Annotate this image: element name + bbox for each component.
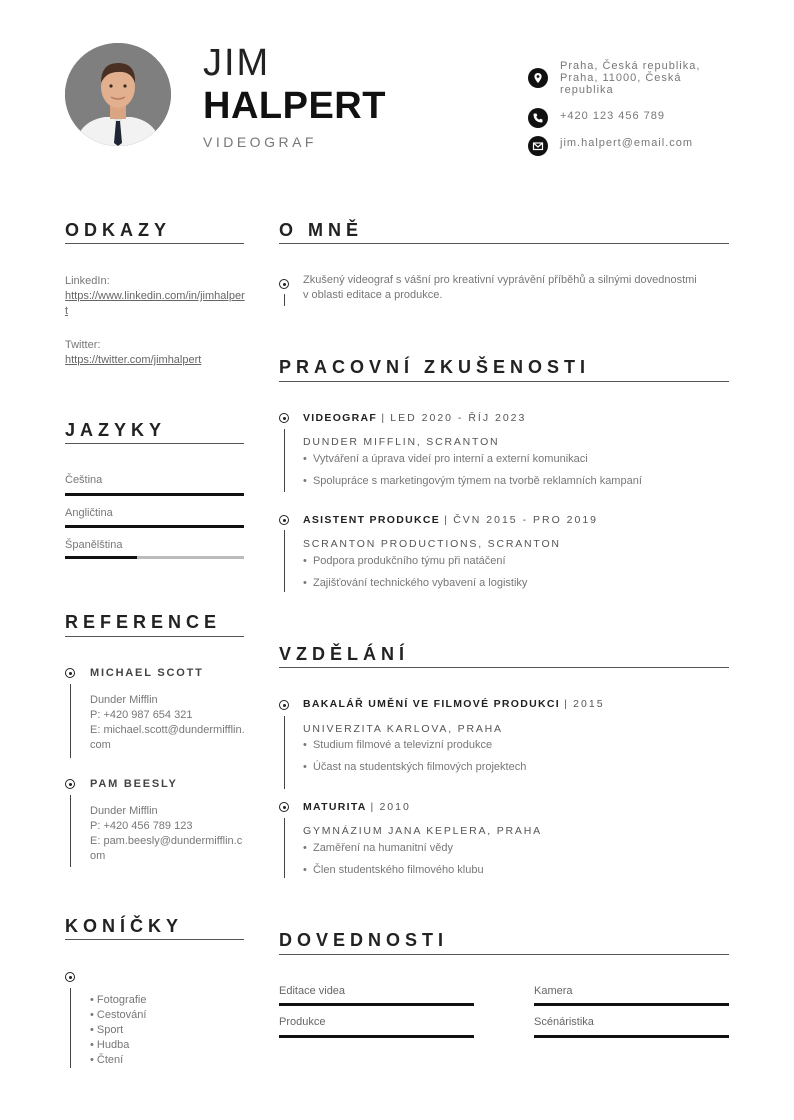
list-item: • Člen studentského filmového klubu — [303, 864, 484, 876]
job-title: VIDEOGRAF — [203, 134, 317, 150]
list-item: • Spolupráce s marketingovým týmem na tvorbě reklamních kampaní — [303, 475, 642, 487]
bullet-text: Účast na studentských filmových projektech — [312, 761, 527, 773]
link-item-twitter — [65, 338, 245, 368]
reference-name: MICHAEL SCOTT — [90, 667, 204, 679]
list-item: • Vytváření a úprava videí pro interní a externí komunikaci — [303, 453, 588, 465]
twitter-link[interactable]: https://twitter.com/jimhalpert — [65, 354, 202, 366]
education-dates: 2010 — [379, 801, 411, 813]
list-item: • Účast na studentských filmových projektech — [303, 761, 527, 773]
reference-company: Dunder Mifflin — [90, 805, 158, 817]
phone-icon — [528, 108, 548, 128]
hobbies-heading: KONÍČKY — [65, 916, 184, 936]
skill-name: Editace videa — [279, 985, 346, 997]
timeline-line — [70, 988, 71, 1068]
separator: | — [381, 412, 387, 424]
circle-bullet-icon — [279, 279, 289, 289]
list-item: • Čtení — [90, 1054, 124, 1066]
linkedin-link[interactable]: https://www.linkedin.com/in/jimhalpert — [65, 290, 245, 317]
about-rule — [279, 243, 729, 244]
education-title-line — [303, 801, 411, 813]
envelope-icon — [528, 136, 548, 156]
profile-photo — [65, 43, 171, 146]
bullet-text: Spolupráce s marketingovým týmem na tvorbě reklamních kampaní — [312, 475, 642, 487]
references-rule — [65, 636, 244, 637]
degree: BAKALÁŘ UMĚNÍ VE FILMOVÉ PRODUKCI — [303, 698, 560, 710]
school: UNIVERZITA KARLOVA, PRAHA — [303, 723, 503, 735]
last-name: HALPERT — [203, 85, 386, 127]
circle-bullet-icon — [279, 413, 289, 423]
timeline-line — [284, 294, 285, 306]
list-item: • Sport — [90, 1024, 124, 1036]
languages-rule — [65, 443, 244, 444]
contact-email: jim.halpert@email.com — [560, 137, 694, 149]
skill-level-fill — [279, 1003, 474, 1006]
list-item: • Hudba — [90, 1039, 130, 1051]
contact-phone: +420 123 456 789 — [560, 110, 666, 122]
contact-address: Praha, Česká republika, Praha, 11000, Česká republika — [560, 60, 701, 96]
reference-name: PAM BEESLY — [90, 778, 178, 790]
reference-phone: P: +420 987 654 321 — [90, 709, 193, 721]
skill-level-bar — [534, 1003, 729, 1006]
degree: MATURITA — [303, 801, 367, 813]
skill-name: Scénáristika — [534, 1016, 594, 1028]
job-dates: ČVN 2015 - PRO 2019 — [453, 514, 599, 526]
list-item: • Studium filmové a televizní produkce — [303, 739, 493, 751]
job-position: VIDEOGRAF — [303, 412, 378, 424]
bullet-text: Vytváření a úprava videí pro interní a externí komunikaci — [312, 453, 588, 465]
language-level-bar — [65, 556, 244, 559]
job-company: DUNDER MIFFLIN, SCRANTON — [303, 436, 500, 448]
hobbies-rule — [65, 939, 244, 940]
reference-phone: P: +420 456 789 123 — [90, 820, 193, 832]
reference-details — [90, 693, 245, 753]
experience-heading: PRACOVNÍ ZKUŠENOSTI — [279, 357, 591, 377]
reference-email: E: michael.scott@dundermifflin.com — [90, 724, 245, 751]
skills-rule — [279, 954, 729, 955]
list-item: • Podpora produkčního týmu při natáčení — [303, 555, 506, 567]
skill-level-fill — [279, 1035, 474, 1038]
about-text: Zkušený videograf s vášní pro kreativní vyprávění příběhů a silnými dovednostmi v oblasti editace a produkce. — [303, 274, 697, 301]
job-company: SCRANTON PRODUCTIONS, SCRANTON — [303, 538, 561, 550]
hobbies-list — [90, 993, 146, 1068]
circle-bullet-icon — [65, 779, 75, 789]
language-level-fill — [65, 525, 244, 528]
experience-rule — [279, 381, 729, 382]
bullet-text: Zajišťování technického vybavení a logistiky — [312, 577, 528, 589]
separator: | — [564, 698, 569, 710]
timeline-line — [284, 716, 285, 789]
education-title-line — [303, 698, 605, 710]
separator: | — [444, 514, 449, 526]
education-rule — [279, 667, 729, 668]
language-name: Angličtina — [65, 507, 113, 519]
language-level-fill — [65, 556, 137, 559]
skill-level-fill — [534, 1035, 729, 1038]
first-name: JIM — [203, 42, 271, 84]
links-rule — [65, 243, 244, 244]
about-heading: O MNĚ — [279, 220, 364, 240]
link-item-linkedin — [65, 274, 245, 319]
reference-details — [90, 804, 245, 864]
reference-email: E: pam.beesly@dundermifflin.com — [90, 835, 243, 862]
language-name: Španělština — [65, 539, 123, 551]
timeline-line — [70, 795, 71, 867]
skill-level-bar — [534, 1035, 729, 1038]
location-pin-icon — [528, 68, 548, 88]
circle-bullet-icon — [279, 515, 289, 525]
skill-name: Produkce — [279, 1016, 326, 1028]
job-position: ASISTENT PRODUKCE — [303, 514, 441, 526]
bullet-text: Podpora produkčního týmu při natáčení — [312, 555, 506, 567]
language-name: Čeština — [65, 474, 103, 486]
bullet-text: Zaměření na humanitní vědy — [312, 842, 453, 854]
languages-heading: JAZYKY — [65, 420, 167, 440]
language-level-bar — [65, 525, 244, 528]
language-level-bar — [65, 493, 244, 496]
job-title-line — [303, 514, 598, 526]
skill-level-fill — [534, 1003, 729, 1006]
timeline-line — [284, 818, 285, 878]
timeline-line — [284, 530, 285, 592]
education-heading: VZDĚLÁNÍ — [279, 644, 409, 664]
job-dates: LED 2020 - ŘÍJ 2023 — [390, 412, 527, 424]
list-item: • Fotografie — [90, 994, 147, 1006]
separator: | — [370, 801, 376, 813]
list-item: • Zaměření na humanitní vědy — [303, 842, 453, 854]
bullet-text: Studium filmové a televizní produkce — [312, 739, 493, 751]
skill-name: Kamera — [534, 985, 573, 997]
timeline-line — [284, 429, 285, 492]
link-label: LinkedIn: — [65, 275, 110, 287]
language-level-fill — [65, 493, 244, 496]
timeline-line — [70, 684, 71, 758]
list-item: • Zajišťování technického vybavení a logistiky — [303, 577, 528, 589]
circle-bullet-icon — [65, 972, 75, 982]
link-label: Twitter: — [65, 339, 101, 351]
skills-heading: DOVEDNOSTI — [279, 930, 449, 950]
job-title-line — [303, 412, 526, 424]
circle-bullet-icon — [279, 802, 289, 812]
school: GYMNÁZIUM JANA KEPLERA, PRAHA — [303, 825, 542, 837]
skill-level-bar — [279, 1003, 474, 1006]
list-item: • Cestování — [90, 1009, 147, 1021]
circle-bullet-icon — [279, 700, 289, 710]
bullet-text: Člen studentského filmového klubu — [312, 864, 484, 876]
skill-level-bar — [279, 1035, 474, 1038]
links-heading: ODKAZY — [65, 220, 171, 240]
circle-bullet-icon — [65, 668, 75, 678]
references-heading: REFERENCE — [65, 612, 222, 632]
reference-company: Dunder Mifflin — [90, 694, 158, 706]
education-dates: 2015 — [573, 698, 605, 710]
avatar — [65, 43, 171, 146]
